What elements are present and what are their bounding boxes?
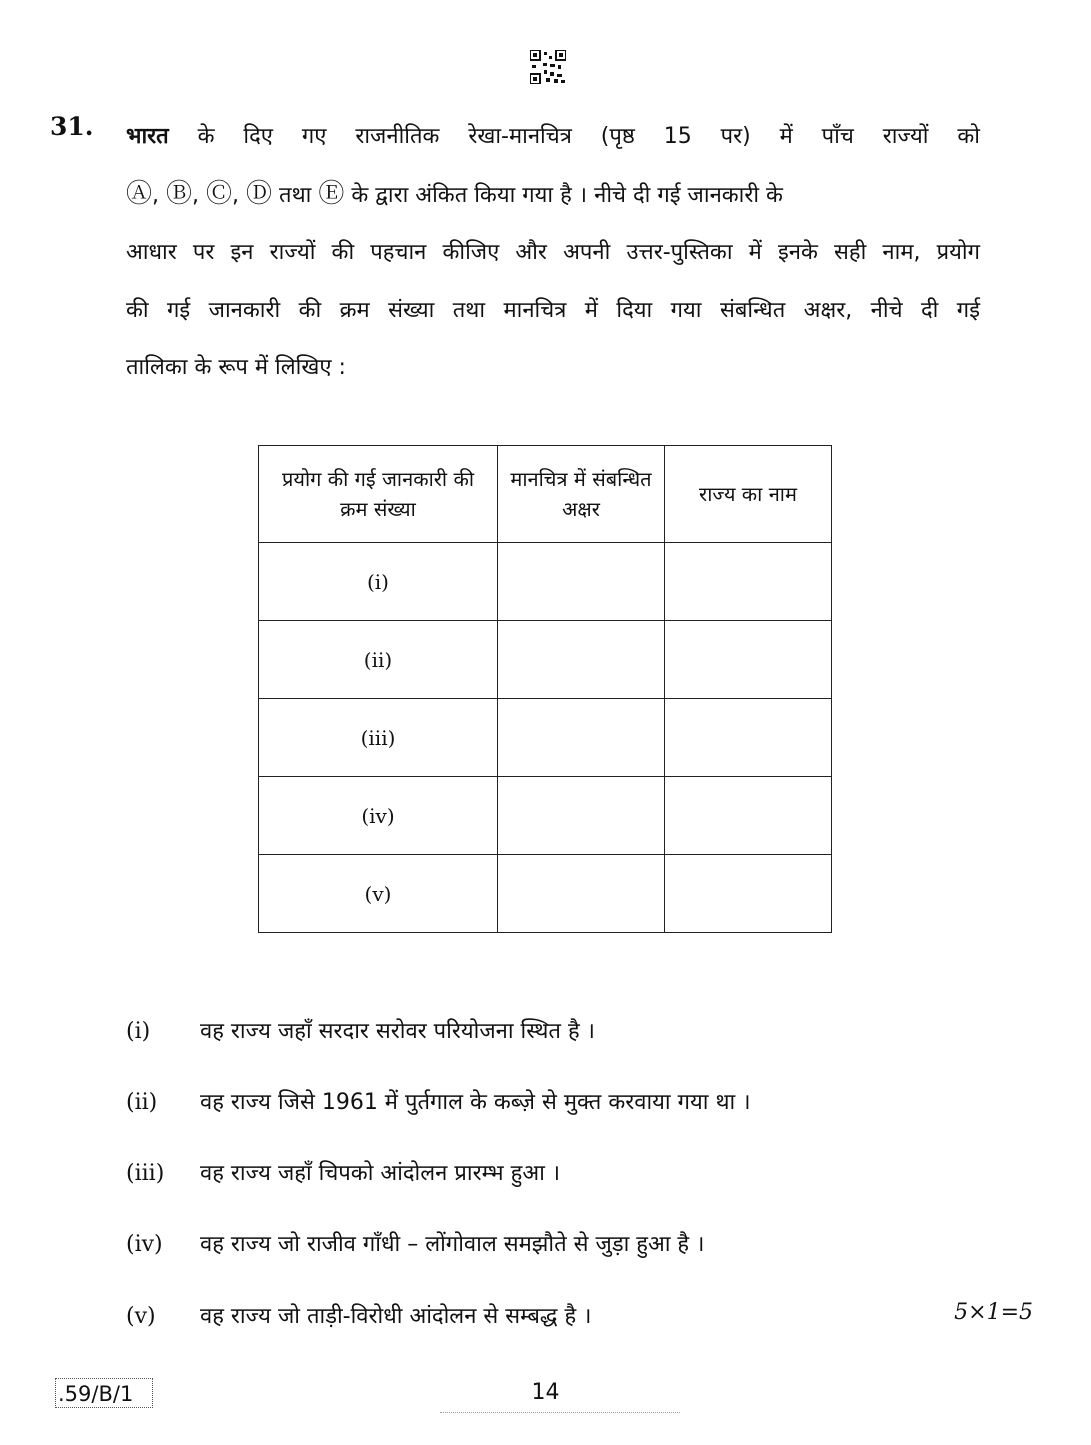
question-text — [126, 108, 980, 397]
clue-item: (v) वह राज्य जो ताड़ी-विरोधी आंदोलन से सम्बद्ध है । — [126, 1304, 592, 1329]
table-cell-letter — [498, 543, 665, 621]
circled-letter-b: Ⓑ — [166, 178, 193, 209]
qr-code-icon — [530, 50, 566, 84]
circled-letter-c: Ⓒ — [206, 178, 233, 209]
clue-item: (ii) वह राज्य जिसे 1961 में पुर्तगाल के कब्ज़े से मुक्त करवाया गया था । — [126, 1090, 751, 1115]
table-cell-letter — [498, 777, 665, 855]
table-row — [259, 855, 832, 933]
question-line-5: तालिका के रूप में लिखिए : — [126, 355, 346, 380]
table-header-serial: प्रयोग की गई जानकारी की क्रम संख्या — [259, 446, 498, 543]
table-cell-letter — [498, 621, 665, 699]
footer-divider — [440, 1412, 680, 1416]
table-row — [259, 777, 832, 855]
question-line-3: आधार पर इन राज्यों की पहचान कीजिए और अपनी उत्तर-पुस्तिका में इनके सही नाम, प्रयोग — [126, 240, 980, 265]
clue-item: (iv) वह राज्य जो राजीव गाँधी – लोंगोवाल समझौते से जुड़ा हुआ है । — [126, 1232, 705, 1257]
table-cell-letter — [498, 699, 665, 777]
table-cell-letter — [498, 855, 665, 933]
circled-letter-a: Ⓐ — [126, 178, 153, 209]
table-header-state: राज्य का नाम — [665, 446, 832, 543]
question-line-1: भारत के दिए गए राजनीतिक रेखा-मानचित्र (पृष्ठ 15 पर) में पाँच राज्यों को — [126, 124, 980, 149]
question-line-2: Ⓐ, Ⓑ, Ⓒ, Ⓓ तथा Ⓔ के द्वारा अंकित किया गया है । नीचे दी गई जानकारी के — [126, 178, 783, 209]
question-number: 31. — [50, 112, 94, 141]
question-line-4: की गई जानकारी की क्रम संख्या तथा मानचित्र में दिया गया संबन्धित अक्षर, नीचे दी गई — [126, 297, 980, 323]
page-number: 14 — [531, 1380, 560, 1405]
clue-item: (iii) वह राज्य जहाँ चिपको आंदोलन प्रारम्भ हुआ । — [126, 1161, 561, 1186]
table-row — [259, 621, 832, 699]
marks-allocation: 5×1=5 — [954, 1300, 1033, 1325]
table-cell-state — [665, 855, 832, 933]
table-cell-state — [665, 543, 832, 621]
circled-letter-d: Ⓓ — [246, 178, 273, 209]
table-row — [259, 543, 832, 621]
table-header-row — [259, 446, 832, 543]
table-cell-serial: (iii) — [259, 699, 498, 777]
table-cell-serial: (v) — [259, 855, 498, 933]
circled-letter-e: Ⓔ — [318, 178, 345, 209]
paper-code: .59/B/1 — [55, 1378, 153, 1408]
table-cell-serial: (i) — [259, 543, 498, 621]
answer-table — [258, 445, 832, 933]
table-cell-serial: (ii) — [259, 621, 498, 699]
table-cell-state — [665, 621, 832, 699]
table-header-letter: मानचित्र में संबन्धित अक्षर — [498, 446, 665, 543]
clue-item: (i) वह राज्य जहाँ सरदार सरोवर परियोजना स्थित है । — [126, 1019, 595, 1044]
table-cell-state — [665, 777, 832, 855]
table-row — [259, 699, 832, 777]
table-cell-serial: (iv) — [259, 777, 498, 855]
table-cell-state — [665, 699, 832, 777]
